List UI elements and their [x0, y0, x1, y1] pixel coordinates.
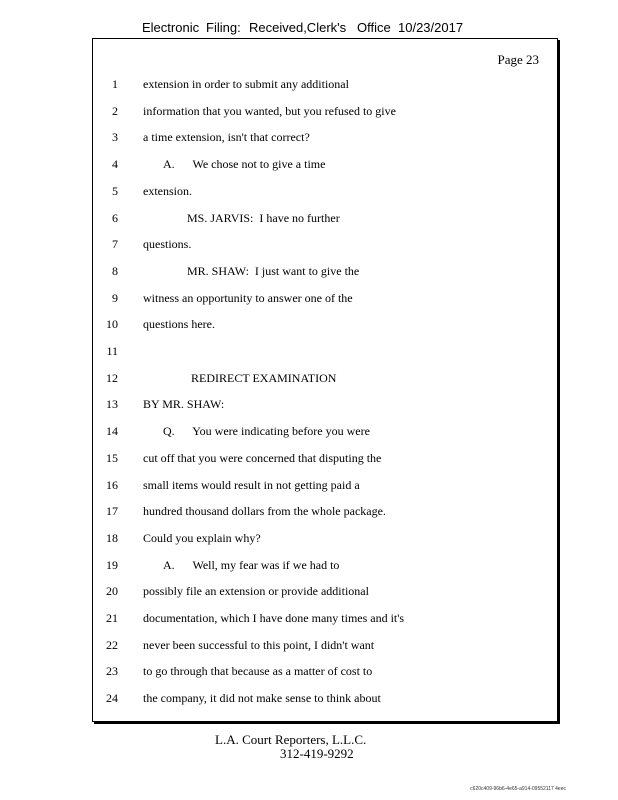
line-number: 20 [106, 584, 118, 599]
line-number: 23 [106, 664, 118, 679]
transcript-line [93, 154, 557, 174]
line-number: 17 [106, 504, 118, 519]
line-number: 4 [112, 157, 118, 172]
document-id: c620c409-96b6-4e65-a914-09552117 4eec [470, 786, 566, 792]
line-text: small items would result in not getting paid a [143, 477, 360, 492]
line-text: questions. [143, 237, 192, 252]
line-text: BY MR. SHAW: [143, 397, 225, 412]
line-text: extension in order to submit any additional [143, 77, 349, 91]
header-word-received: Received,Clerk's [249, 20, 347, 35]
line-number: 11 [106, 344, 118, 358]
transcript-line [93, 101, 557, 121]
transcript-line [93, 181, 557, 201]
line-number: 10 [106, 317, 118, 332]
line-number: 8 [112, 263, 118, 278]
transcript-line [93, 288, 557, 308]
transcript-line [93, 234, 557, 254]
transcript-line [93, 127, 557, 147]
transcript-line [93, 688, 557, 708]
line-text: never been successful to this point, I didn't want [143, 637, 375, 652]
line-text: extension. [143, 183, 192, 198]
transcript-line [93, 528, 557, 548]
line-text: the company, it did not make sense to think about [143, 691, 381, 706]
footer-company: L.A. Court Reporters, L.L.C. [215, 732, 367, 747]
line-text: Q. You were indicating before you were [163, 424, 370, 439]
line-text: information that you wanted, but you refused to give [143, 103, 396, 118]
line-text: a time extension, isn't that correct? [143, 130, 310, 145]
transcript-page [92, 38, 558, 722]
header-word-filing: Filing: [206, 20, 241, 35]
transcript-line [93, 608, 557, 628]
line-text: witness an opportunity to answer one of the [143, 290, 353, 305]
line-number: 15 [106, 450, 118, 465]
transcript-line [93, 341, 557, 361]
line-text: A. Well, my fear was if we had to [163, 557, 340, 572]
line-number: 21 [106, 611, 118, 625]
line-number: 6 [112, 210, 118, 225]
line-number: 12 [106, 370, 118, 385]
line-number: 19 [106, 557, 118, 572]
line-number: 13 [106, 397, 118, 412]
line-text: REDIRECT EXAMINATION [191, 370, 337, 385]
line-number: 16 [106, 477, 118, 492]
line-text: hundred thousand dollars from the whole package. [143, 504, 386, 519]
transcript-line [93, 661, 557, 681]
transcript-line [93, 581, 557, 601]
transcript-line [93, 208, 557, 228]
header-date: 10/23/2017 [398, 20, 464, 35]
line-text: questions here. [143, 317, 215, 332]
page-number: Page 23 [497, 52, 539, 67]
line-number: 1 [112, 77, 118, 91]
transcript-line [93, 635, 557, 655]
transcript-line [93, 448, 557, 468]
line-number: 5 [112, 183, 118, 198]
transcript-line [93, 555, 557, 575]
line-text: Could you explain why? [143, 530, 261, 545]
line-number: 9 [112, 290, 118, 305]
header-word-office: Office [357, 20, 391, 35]
line-number: 22 [106, 637, 118, 652]
transcript-line [93, 74, 557, 94]
line-number: 18 [106, 530, 118, 545]
transcript-line [93, 475, 557, 495]
transcript-line [93, 314, 557, 334]
transcript-line [93, 368, 557, 388]
footer-phone: 312-419-9292 [280, 746, 354, 761]
line-number: 2 [112, 103, 118, 118]
line-text: cut off that you were concerned that disputing the [143, 450, 382, 465]
line-text: A. We chose not to give a time [163, 157, 326, 172]
transcript-line [93, 261, 557, 281]
filing-header [0, 20, 618, 40]
line-text: MS. JARVIS: I have no further [187, 210, 340, 225]
transcript-line [93, 501, 557, 521]
transcript-line [93, 394, 557, 414]
line-text: MR. SHAW: I just want to give the [187, 263, 360, 278]
line-text: to go through that because as a matter of cost to [143, 664, 373, 679]
transcript-line [93, 421, 557, 441]
line-number: 14 [106, 424, 118, 439]
header-word-electronic: Electronic [142, 20, 200, 35]
line-text: possibly file an extension or provide additional [143, 584, 369, 599]
line-text: documentation, which I have done many times and it's [143, 611, 405, 625]
line-number: 3 [112, 130, 118, 145]
line-number: 24 [106, 691, 118, 706]
line-number: 7 [112, 237, 118, 252]
